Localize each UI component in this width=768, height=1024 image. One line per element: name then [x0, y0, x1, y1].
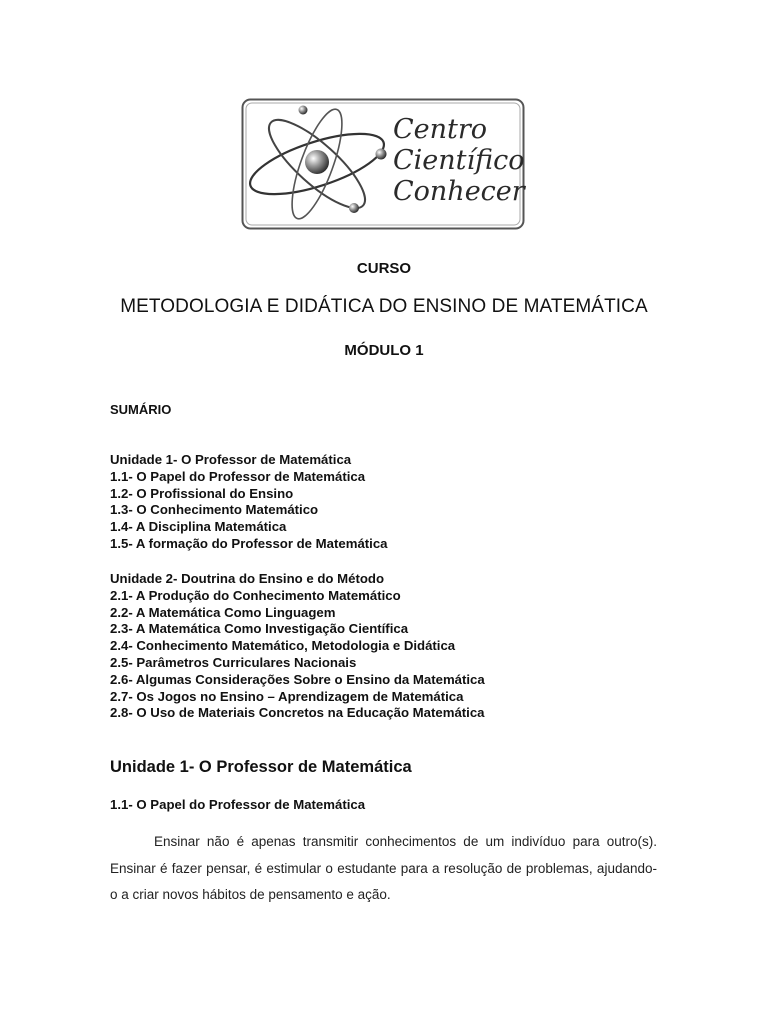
summary-title: SUMÁRIO — [110, 402, 172, 417]
logo-line-2: Científico — [393, 145, 525, 176]
body-paragraph: Ensinar não é apenas transmitir conhecimentos de um indivíduo para outro(s). Ensinar é fazer pensar, é estimular o estudante para a resolução de problemas, ajudando-o a criar novos hábitos de pensamento e ação. — [110, 834, 657, 902]
toc-item: 2.7- Os Jogos no Ensino – Aprendizagem de Matemática — [110, 688, 464, 704]
toc-item: 2.6- Algumas Considerações Sobre o Ensino da Matemática — [110, 671, 485, 687]
toc-item: 2.8- O Uso de Materiais Concretos na Educação Matemática — [110, 705, 485, 721]
module-label: MÓDULO 1 — [344, 342, 424, 359]
toc-item: Unidade 2- Doutrina do Ensino e do Método — [110, 571, 385, 586]
toc-item: 1.5- A formação do Professor de Matemática — [110, 535, 388, 551]
toc-item: 2.5- Parâmetros Curriculares Nacionais — [110, 654, 357, 670]
toc-unit-1 — [110, 452, 388, 553]
logo-text — [393, 114, 523, 207]
course-label: CURSO — [356, 260, 412, 277]
toc-item: 1.2- O Profissional do Ensino — [110, 485, 294, 501]
logo-line-1: Centro — [393, 114, 488, 145]
toc-item: 1.4- A Disciplina Matemática — [110, 519, 287, 535]
course-title: METODOLOGIA E DIDÁTICA DO ENSINO DE MATEMÁTICA — [120, 296, 648, 317]
toc-item: 1.1- O Papel do Professor de Matemática — [110, 468, 366, 484]
toc-item: Unidade 1- O Professor de Matemática — [110, 452, 352, 467]
logo-line-3: Conhecer — [393, 176, 525, 207]
toc-item: 2.2- A Matemática Como Linguagem — [110, 604, 336, 620]
toc-unit-2 — [110, 571, 485, 722]
toc-item: 2.3- A Matemática Como Investigação Científica — [110, 621, 409, 637]
logo — [241, 98, 525, 230]
section-heading: Unidade 1- O Professor de Matemática — [110, 758, 412, 776]
subsection-heading: 1.1- O Papel do Professor de Matemática — [110, 797, 366, 812]
toc-item: 2.4- Conhecimento Matemático, Metodologia e Didática — [110, 638, 456, 654]
toc-item: 1.3- O Conhecimento Matemático — [110, 502, 319, 518]
toc-item: 2.1- A Produção do Conhecimento Matemático — [110, 587, 401, 603]
